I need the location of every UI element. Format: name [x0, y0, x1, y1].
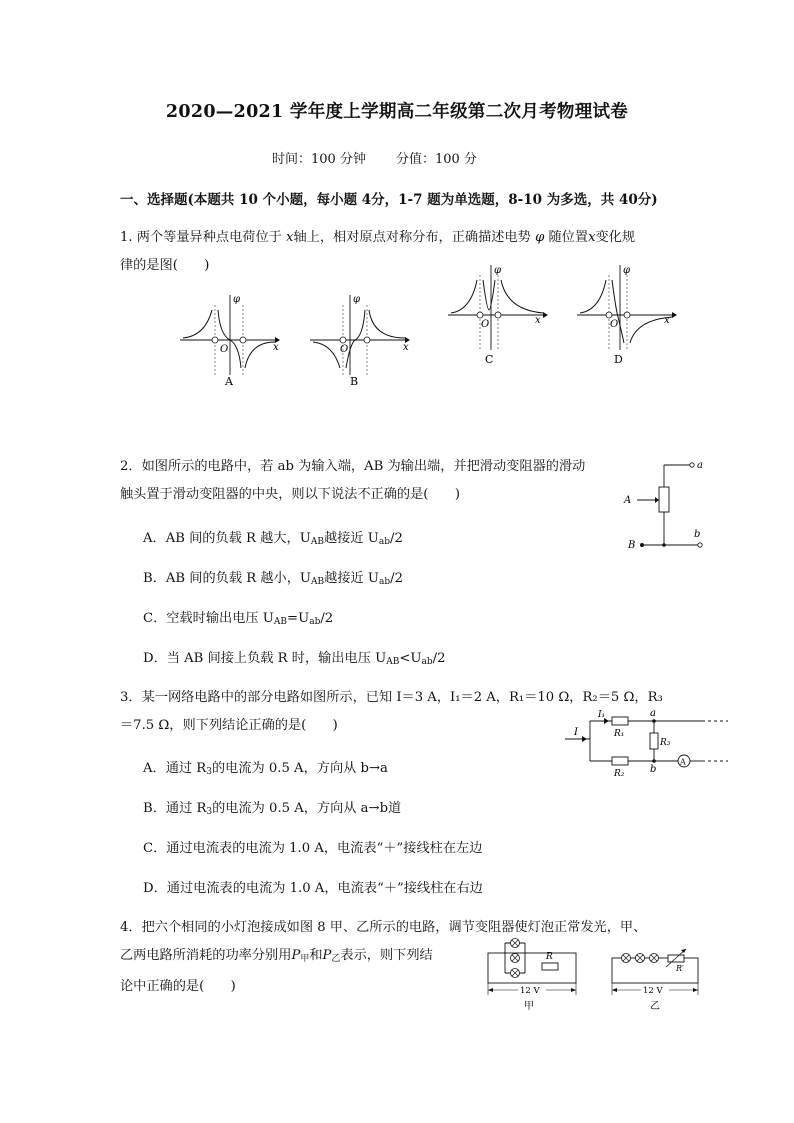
q3-line1: 3．某一网络电路中的部分电路如图所示，已知 I＝3 A，I₁＝2 A，R₁＝10 Ω，R₂＝5 Ω，R₃	[120, 690, 663, 705]
svg-text:12 V: 12 V	[520, 986, 540, 996]
svg-text:B: B	[628, 540, 636, 551]
svg-text:I: I	[574, 727, 578, 738]
q1-figure-B-label: B	[350, 375, 359, 388]
q2-option-c: C．空载时输出电压 $U_{AB}=U_{ab}/2$	[143, 611, 334, 627]
exam-time: 时间：100 分钟	[272, 152, 366, 167]
q1-figure-D-label: D	[614, 353, 623, 366]
svg-text:φ: φ	[623, 265, 631, 276]
svg-text:R₃: R₃	[660, 738, 671, 748]
svg-text:x: x	[535, 315, 541, 326]
svg-text:a: a	[697, 460, 703, 471]
svg-text:R: R	[546, 952, 553, 962]
q4-circuits	[480, 935, 710, 1015]
q1-figure-A-label: A	[225, 375, 233, 388]
q4-line1: 4．把六个相同的小灯泡接成如图 8 甲、乙所示的电路，调节变阻器使灯泡正常发光，甲、	[120, 920, 647, 935]
q1-line1: 1. 两个等量异种点电荷位于 x轴上，相对原点对称分布，正确描述电势 φ 随位置x变化规	[120, 230, 636, 245]
svg-text:O: O	[610, 319, 619, 330]
svg-text:I₁: I₁	[598, 710, 606, 720]
svg-text:x: x	[273, 342, 279, 353]
svg-text:a: a	[650, 708, 656, 719]
q4-line3: 论中正确的是( )	[120, 979, 236, 994]
page-title: 2020—2021 学年度上学期高二年级第二次月考物理试卷	[165, 102, 629, 122]
q1-figure-B	[310, 294, 410, 388]
q3-line2: ＝7.5 Ω，则下列结论正确的是( )	[120, 718, 338, 733]
q1-figure-C	[448, 265, 548, 366]
q4-circuit-jia	[488, 939, 576, 1013]
question-1	[120, 224, 700, 280]
q1-figure-A	[180, 294, 280, 388]
exam-meta	[272, 148, 507, 167]
q2-option-a: A．AB 间的负载 R 越大，$U_{AB}$越接近 $U_{ab}/2$	[143, 531, 403, 547]
exam-score: 分值：100 分	[395, 152, 477, 167]
svg-text:x: x	[664, 315, 670, 326]
svg-text:甲: 甲	[524, 1001, 534, 1012]
question-2	[120, 453, 620, 509]
q2-line2: 触头置于滑动变阻器的中央，则以下说法不正确的是( )	[120, 487, 460, 502]
svg-text:乙: 乙	[650, 1001, 660, 1012]
svg-text:b: b	[650, 764, 657, 775]
q1-figures	[175, 265, 715, 395]
q3-option-d: D．通过电流表的电流为 1.0 A，电流表“＋”接线柱在右边	[143, 881, 483, 896]
q4-circuit-yi	[612, 949, 698, 1012]
svg-text:O: O	[481, 319, 490, 330]
svg-text:R₂: R₂	[614, 769, 625, 779]
q2-line1: 2．如图所示的电路中，若 ab 为输入端，AB 为输出端，并把滑动变阻器的滑动	[120, 459, 586, 474]
svg-text:b: b	[694, 529, 701, 540]
q2-option-b: B．AB 间的负载 R 越小，$U_{AB}$越接近 $U_{ab}/2$	[143, 571, 404, 587]
q2-circuit	[622, 455, 712, 555]
svg-text:A: A	[680, 757, 686, 767]
q2-option-d: D．当 AB 间接上负载 R 时，输出电压 $U_{AB}<U_{ab}/2$	[143, 651, 446, 667]
svg-text:12 V: 12 V	[643, 986, 663, 996]
svg-text:x: x	[403, 342, 409, 353]
svg-text:φ: φ	[353, 294, 361, 305]
q3-option-a: A．通过 $R_3$的电流为 0.5 A，方向从 b→a	[143, 761, 388, 777]
q3-option-b: B．通过 $R_3$的电流为 0.5 A，方向从 a→b道	[143, 801, 402, 817]
svg-text:O: O	[340, 344, 349, 355]
q3-circuit	[560, 705, 730, 780]
svg-text:R′: R′	[676, 964, 684, 973]
q4-line2: 乙两电路所消耗的功率分别用$P_甲$和$P_乙$表示，则下列结	[120, 948, 433, 964]
section-heading: 一、选择题(本题共 10 个小题，每小题 4分，1-7 题为单选题，8-10 为多选，共 40分)	[120, 192, 658, 208]
q1-line2: 律的是图( )	[120, 258, 210, 273]
svg-text:O: O	[220, 344, 229, 355]
svg-text:φ: φ	[233, 294, 241, 305]
q3-option-c: C．通过电流表的电流为 1.0 A，电流表“＋”接线柱在左边	[143, 841, 483, 856]
q1-figure-C-label: C	[485, 353, 494, 366]
svg-text:A: A	[624, 495, 632, 506]
svg-text:R₁: R₁	[614, 729, 625, 739]
svg-text:φ: φ	[494, 265, 502, 276]
q1-figure-D	[577, 265, 677, 366]
